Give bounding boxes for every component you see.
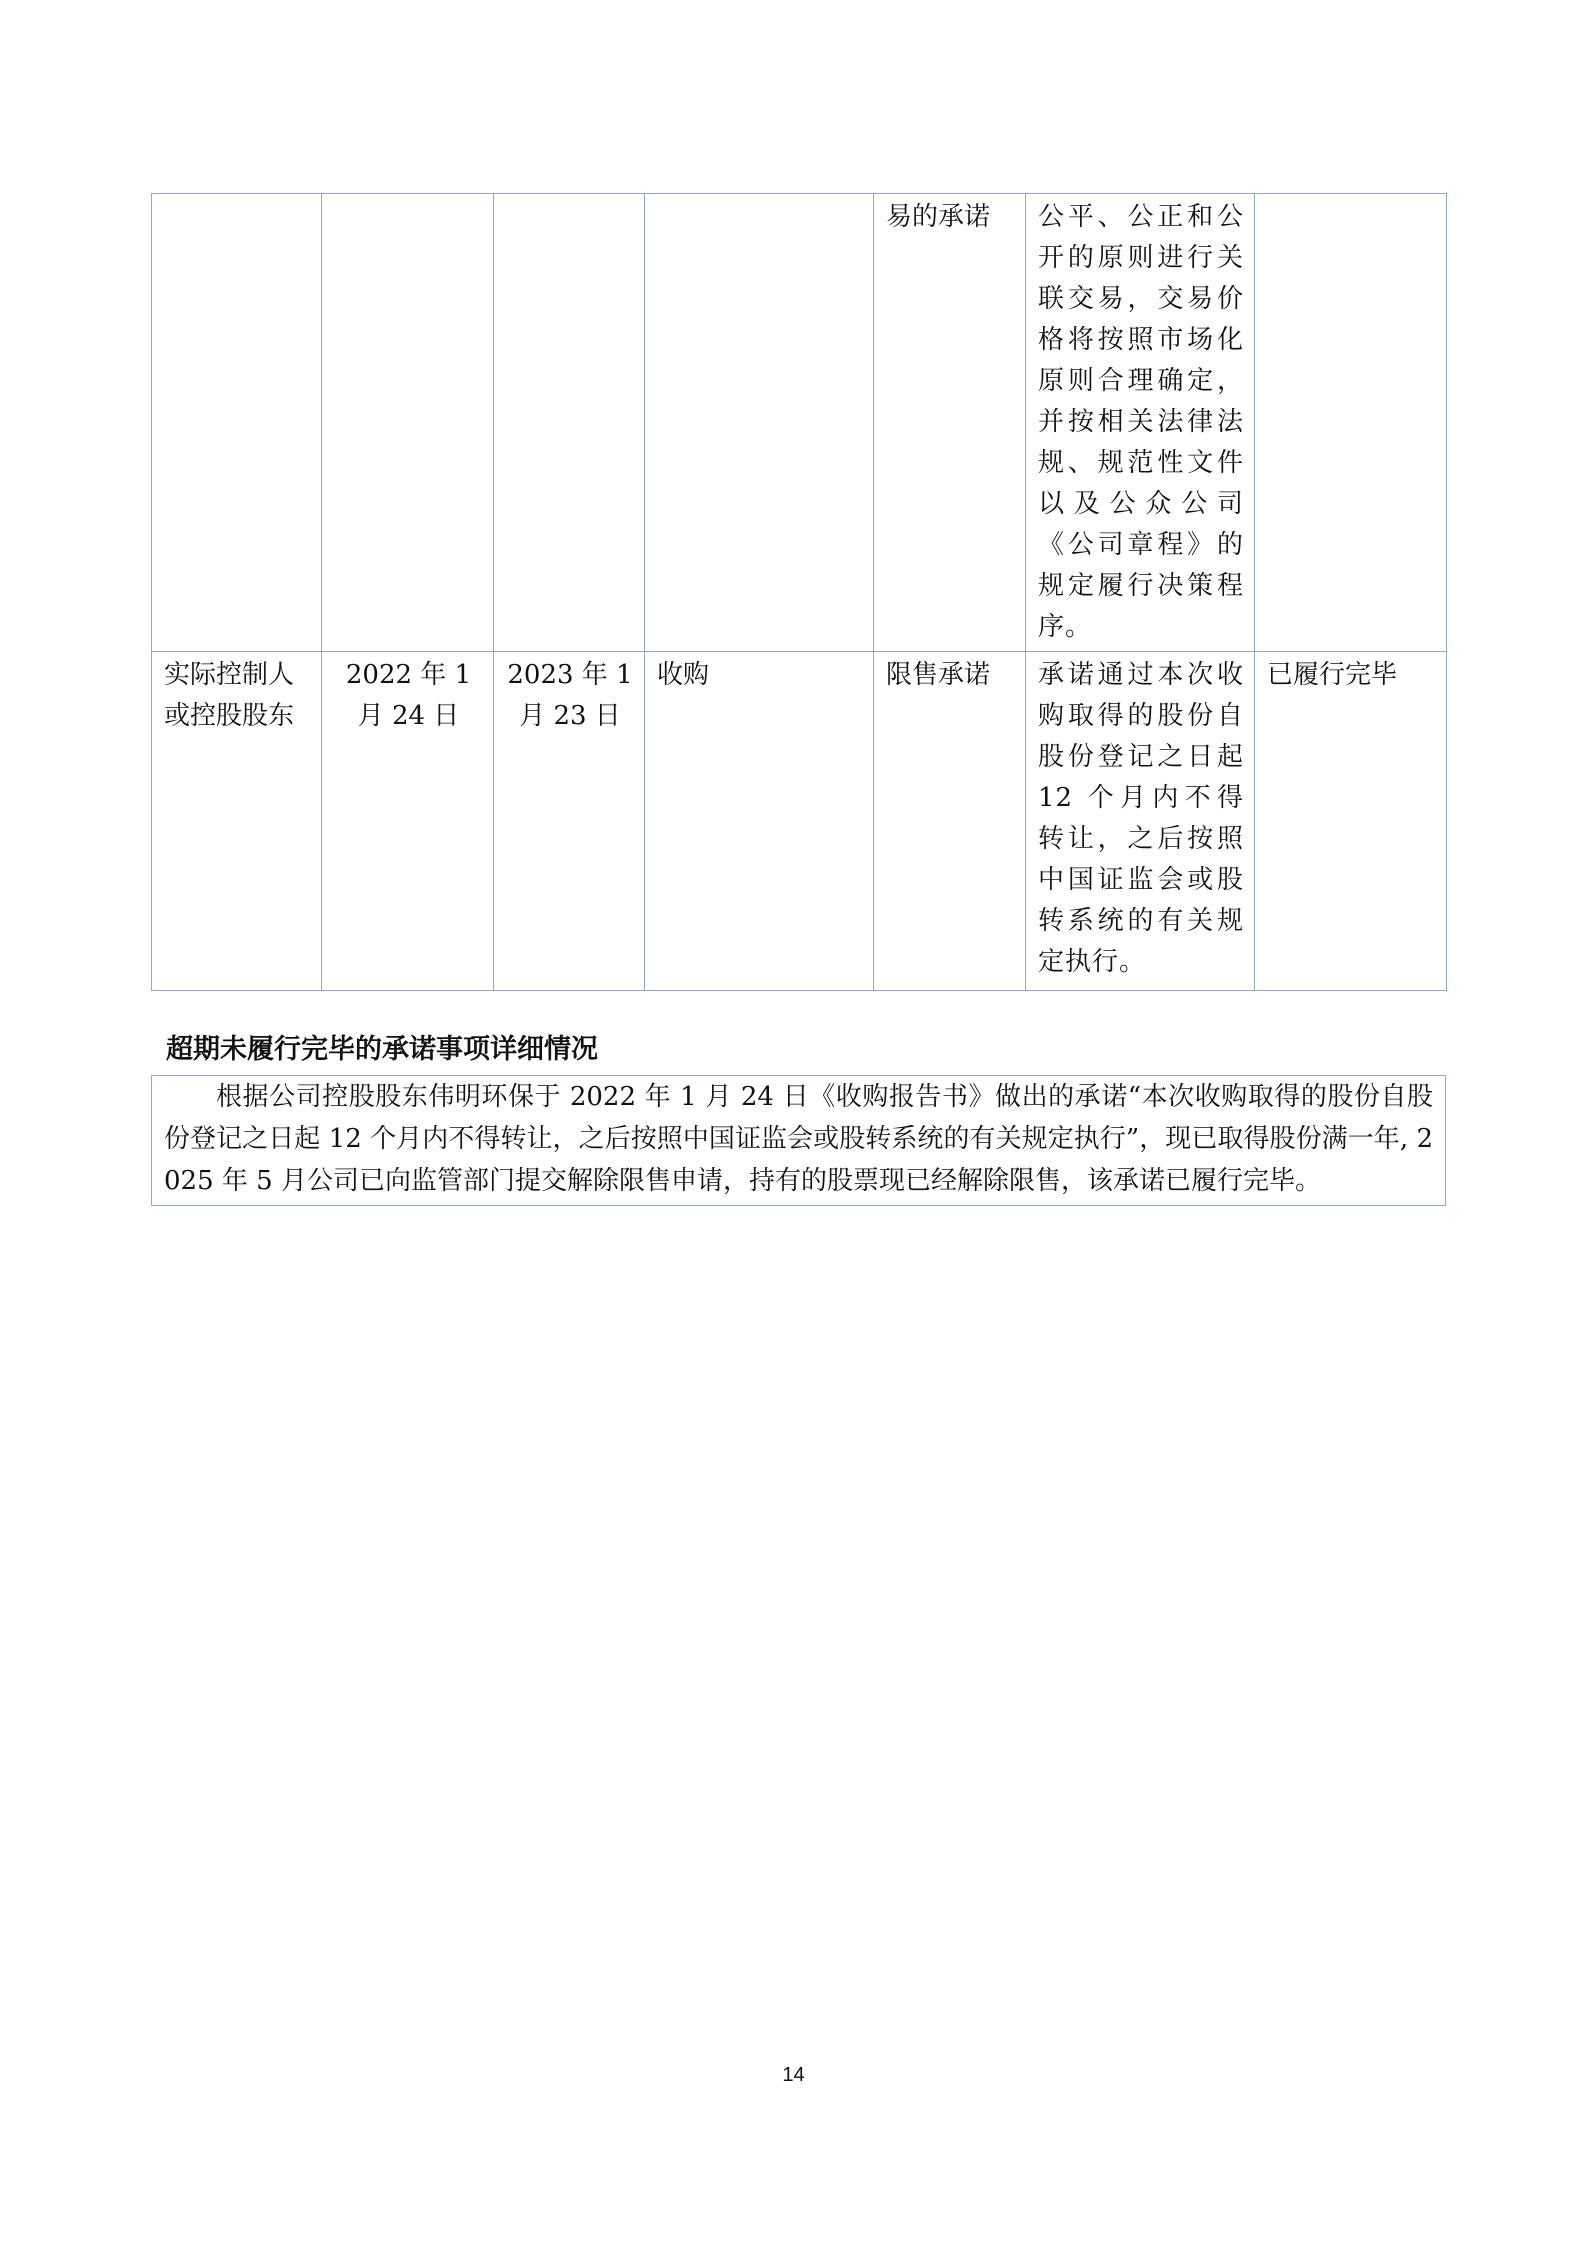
table-row [152,194,1447,652]
section-heading: 超期未履行完毕的承诺事项详细情况 [166,1034,598,1065]
detail-paragraph: 根据公司控股股东伟明环保于 2022 年 1 月 24 日《收购报告书》做出的承诺“本次收购取得的股份自股份登记之日起 12 个月内不得转让，之后按照中国证监会或股转系统的有关规定执行”，现已取得股份满一年, 2025 年 5 月公司已向监管部门提交解除限售申请，持有的股票现已经解除限售，该承诺已履行完毕。 [151,1075,1446,1206]
cell-start-date [322,194,494,652]
cell-end-date: 2023 年 1 月 23 日 [494,652,645,991]
cell-commitment-content: 承诺通过本次收购取得的股份自股份登记之日起 12 个月内不得转让，之后按照中国证监会或股转系统的有关规定执行。 [1026,652,1255,991]
cell-commitment-type: 限售承诺 [874,652,1026,991]
table-row [152,652,1447,991]
cell-subject [152,194,322,652]
cell-source [645,194,874,652]
cell-source: 收购 [645,652,874,991]
page-number: 14 [782,2064,805,2086]
cell-status [1255,194,1447,652]
cell-status: 已履行完毕 [1255,652,1447,991]
cell-commitment-content: 公平、公正和公开的原则进行关联交易，交易价格将按照市场化原则合理确定，并按相关法律法规、规范性文件以及公众公司《公司章程》的规定履行决策程序。 [1026,194,1255,652]
cell-end-date [494,194,645,652]
cell-start-date: 2022 年 1 月 24 日 [322,652,494,991]
cell-commitment-type: 易的承诺 [874,194,1026,652]
commitment-table [151,193,1447,991]
cell-subject: 实际控制人或控股股东 [152,652,322,991]
